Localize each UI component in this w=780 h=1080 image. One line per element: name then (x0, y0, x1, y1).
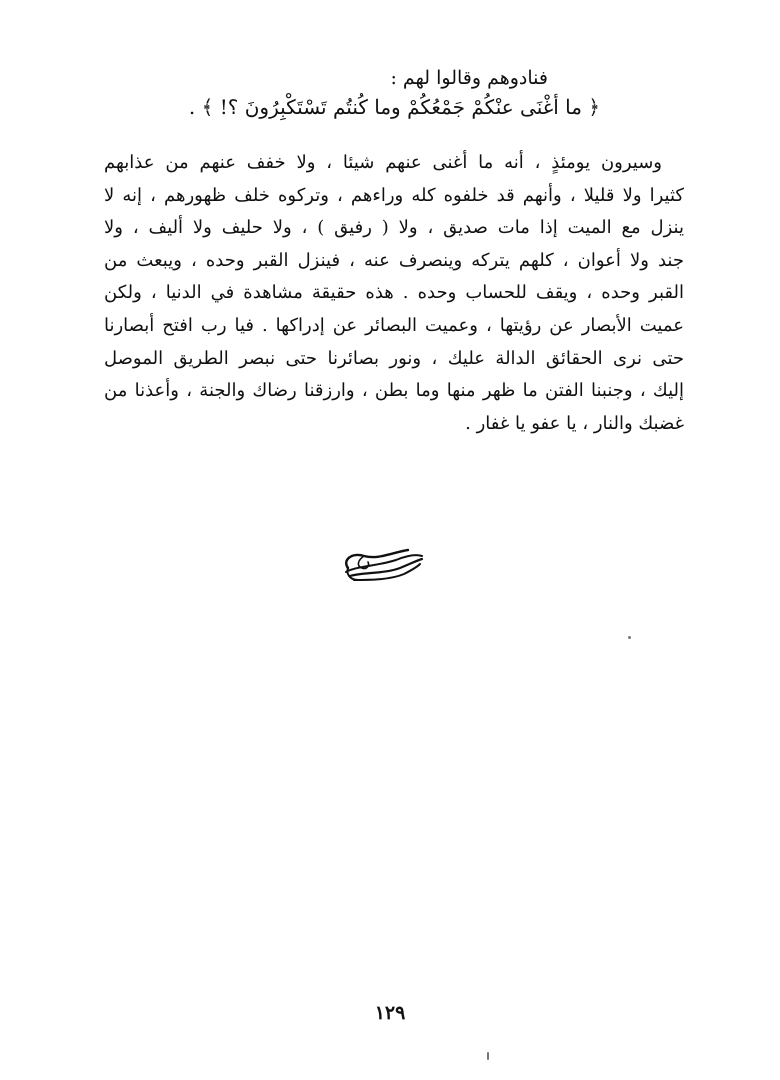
paragraph-line-4: جند ولا أعوان ، كلهم يتركه وينصرف عنه ، فينزل القبر وحده ، ويبعث من (104, 249, 684, 271)
quran-verse: ﴿ ما أغْنَى عنْكُمْ جَمْعُكُمْ وما كُنتُم تَسْتَكْبِرُونَ ؟! ﴾ . (188, 95, 600, 119)
body-paragraph (104, 147, 684, 440)
paragraph-line-7: حتى نرى الحقائق الدالة عليك ، ونور بصائرنا حتى نبصر الطريق الموصل (104, 347, 684, 369)
scan-speck (628, 636, 631, 639)
paragraph-line-2: كثيرا ولا قليلا ، وأنهم قد خلفوه كله وراءهم ، وتركوه خلف ظهورهم ، إنه لا (104, 184, 684, 206)
paragraph-line-8: إليك ، وجنبنا الفتن ما ظهر منها وما بطن ، وارزقنا رضاك والجنة ، وأعذنا من (104, 380, 684, 402)
page-number: ١٢٩ (374, 1002, 406, 1024)
scan-speck (487, 1052, 489, 1060)
paragraph-line-5: القبر وحده ، ويقف للحساب وحده . هذه حقيقة مشاهدة في الدنيا ، ولكن (104, 282, 684, 304)
paragraph-line-6: عميت الأبصار عن رؤيتها ، وعميت البصائر عن إدراكها . فيا رب افتح أبصارنا (104, 314, 684, 336)
paragraph-line-9: غضبك والنار ، يا عفو يا غفار . (465, 412, 684, 434)
intro-line: فنادوهم وقالوا لهم : (390, 67, 548, 89)
flourish-ornament-icon (338, 546, 426, 586)
paragraph-line-1: وسيرون يومئذٍ ، أنه ما أغنى عنهم شيئا ، ولا خفف عنهم من عذابهم (104, 152, 662, 173)
paragraph-line-3: ينزل مع الميت إذا مات صديق ، ولا ( رفيق ) ، ولا حليف ولا أليف ، ولا (104, 217, 684, 239)
